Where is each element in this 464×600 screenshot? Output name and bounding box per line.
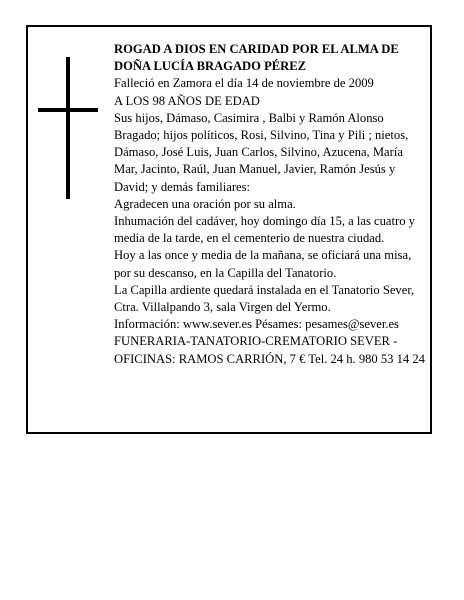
cross-horizontal-bar (38, 108, 98, 112)
info-paragraph: Información: www.sever.es Pésames: pesames@sever.es (114, 317, 399, 332)
prayer-line: Agradecen una oración por su alma. (114, 196, 296, 211)
cross-icon (38, 57, 98, 199)
notice-heading: ROGAD A DIOS EN CARIDAD POR EL ALMA DE DOÑA LUCÍA BRAGADO PÉREZ (114, 42, 399, 74)
death-line: Falleció en Zamora el día 14 de noviembre de 2009 (114, 76, 374, 91)
funeral-home-paragraph: FUNERARIA-TANATORIO-CREMATORIO SEVER - OFICINAS: RAMOS CARRIÓN, 7 € Tel. 24 h. 980 53 14 24 (114, 334, 425, 366)
cross-vertical-bar (66, 57, 70, 199)
age-line: A LOS 98 AÑOS DE EDAD (114, 93, 260, 108)
mass-paragraph: Hoy a las once y media de la mañana, se oficiará una misa, por su descanso, en la Capilla del Tanatorio. (114, 248, 412, 280)
notice-text (114, 41, 428, 368)
burial-paragraph: Inhumación del cadáver, hoy domingo día 15, a las cuatro y media de la tarde, en el cementerio de nuestra ciudad. (114, 214, 415, 246)
family-paragraph: Sus hijos, Dámaso, Casimira , Balbi y Ramón Alonso Bragado; hijos políticos, Rosi, Silvino, Tina y Pili ; nietos, Dámaso, José Luis, Juan Carlos, Silvino, Azucena, María Mar, Jacinto, Raúl, Juan Manuel, Javier, Ramón Jesús y David; y demás familiares: (114, 110, 409, 194)
obituary-notice (26, 25, 432, 434)
chapel-paragraph: La Capilla ardiente quedará instalada en el Tanatorio Sever, Ctra. Villalpando 3, sala Virgen del Yermo. (114, 282, 415, 315)
